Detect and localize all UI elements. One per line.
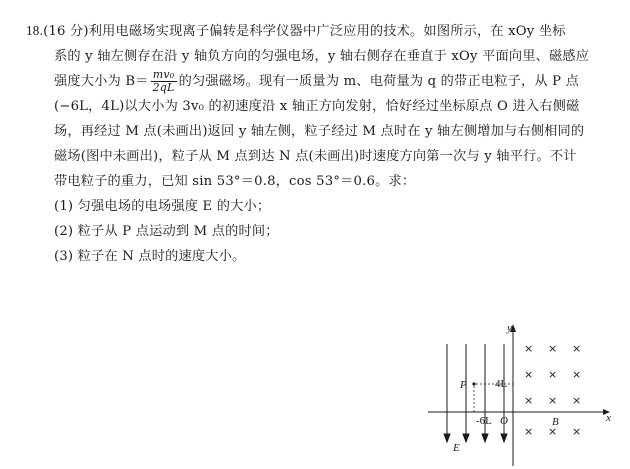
question-3: (3) 粒子在 N 点时的速度大小。 (54, 249, 246, 264)
problem-line-7: 带电粒子的重力，已知 sin 53°＝0.8，cos 53°＝0.6。求： (54, 174, 416, 189)
problem-line-4: (−6L，4L)以大小为 3v₀ 的初速度沿 x 轴正方向发射，恰好经过坐标原点 O 进入右侧磁 (54, 99, 580, 114)
field-cross: × (548, 368, 558, 381)
problem-line-1 (26, 18, 610, 44)
problem-number: 18. (26, 23, 44, 38)
field-diagram (420, 318, 615, 468)
field-cross: × (572, 394, 582, 407)
magnetic-field-label: B (552, 416, 559, 428)
field-cross: × (572, 425, 582, 438)
problem-line-3 (26, 69, 610, 94)
field-cross: × (524, 368, 534, 381)
problem-line-6: 磁场(图中未画出)，粒子从 M 点到达 N 点(未画出)时速度方向第一次与 y 轴平行。不计 (54, 149, 577, 164)
field-cross: × (548, 425, 558, 438)
problem-line-5: 场，再经过 M 点(未画出)返回 y 轴左侧，粒子经过 M 点时在 y 轴左侧增加与右侧相同的 (54, 124, 585, 139)
problem-text-line: 利用电磁场实现离子偏转是科学仪器中广泛应用的技术。如图所示，在 xOy 坐标 (88, 24, 566, 39)
y-axis-label: y (507, 322, 512, 334)
magnetic-field-formula (151, 69, 177, 94)
x-axis-label: x (606, 412, 611, 424)
problem-line-2: 系的 y 轴左侧存在沿 y 轴负方向的匀强电场，y 轴右侧存在垂直于 xOy 平面向里、磁感应 (54, 49, 590, 64)
point-p-label: P (460, 379, 467, 391)
field-cross: × (524, 394, 534, 407)
electric-field-lines (444, 344, 507, 442)
formula-denominator: 2qL (152, 81, 175, 94)
diagram-svg (420, 318, 615, 468)
height-label: 4L (495, 378, 508, 390)
origin-label: O (500, 415, 508, 427)
field-cross: × (524, 342, 534, 355)
field-cross: × (572, 368, 582, 381)
field-cross: × (524, 425, 534, 438)
point-p-dot (472, 382, 475, 385)
field-cross: × (548, 342, 558, 355)
field-cross: × (572, 342, 582, 355)
field-cross: × (548, 394, 558, 407)
formula-prefix: 强度大小为 B＝ (54, 74, 149, 89)
width-label: -6L (476, 415, 492, 427)
problem-text-line: 的匀强磁场。现有一质量为 m、电荷量为 q 的带正电粒子，从 P 点 (178, 74, 580, 89)
question-2: (2) 粒子从 P 点运动到 M 点的时间； (54, 224, 279, 239)
formula-numerator: mv₀ (151, 69, 177, 82)
question-1: (1) 匀强电场的电场强度 E 的大小； (54, 199, 271, 214)
problem-text (26, 18, 610, 269)
electric-field-label: E (453, 442, 460, 454)
problem-score: (16 分) (43, 24, 89, 39)
